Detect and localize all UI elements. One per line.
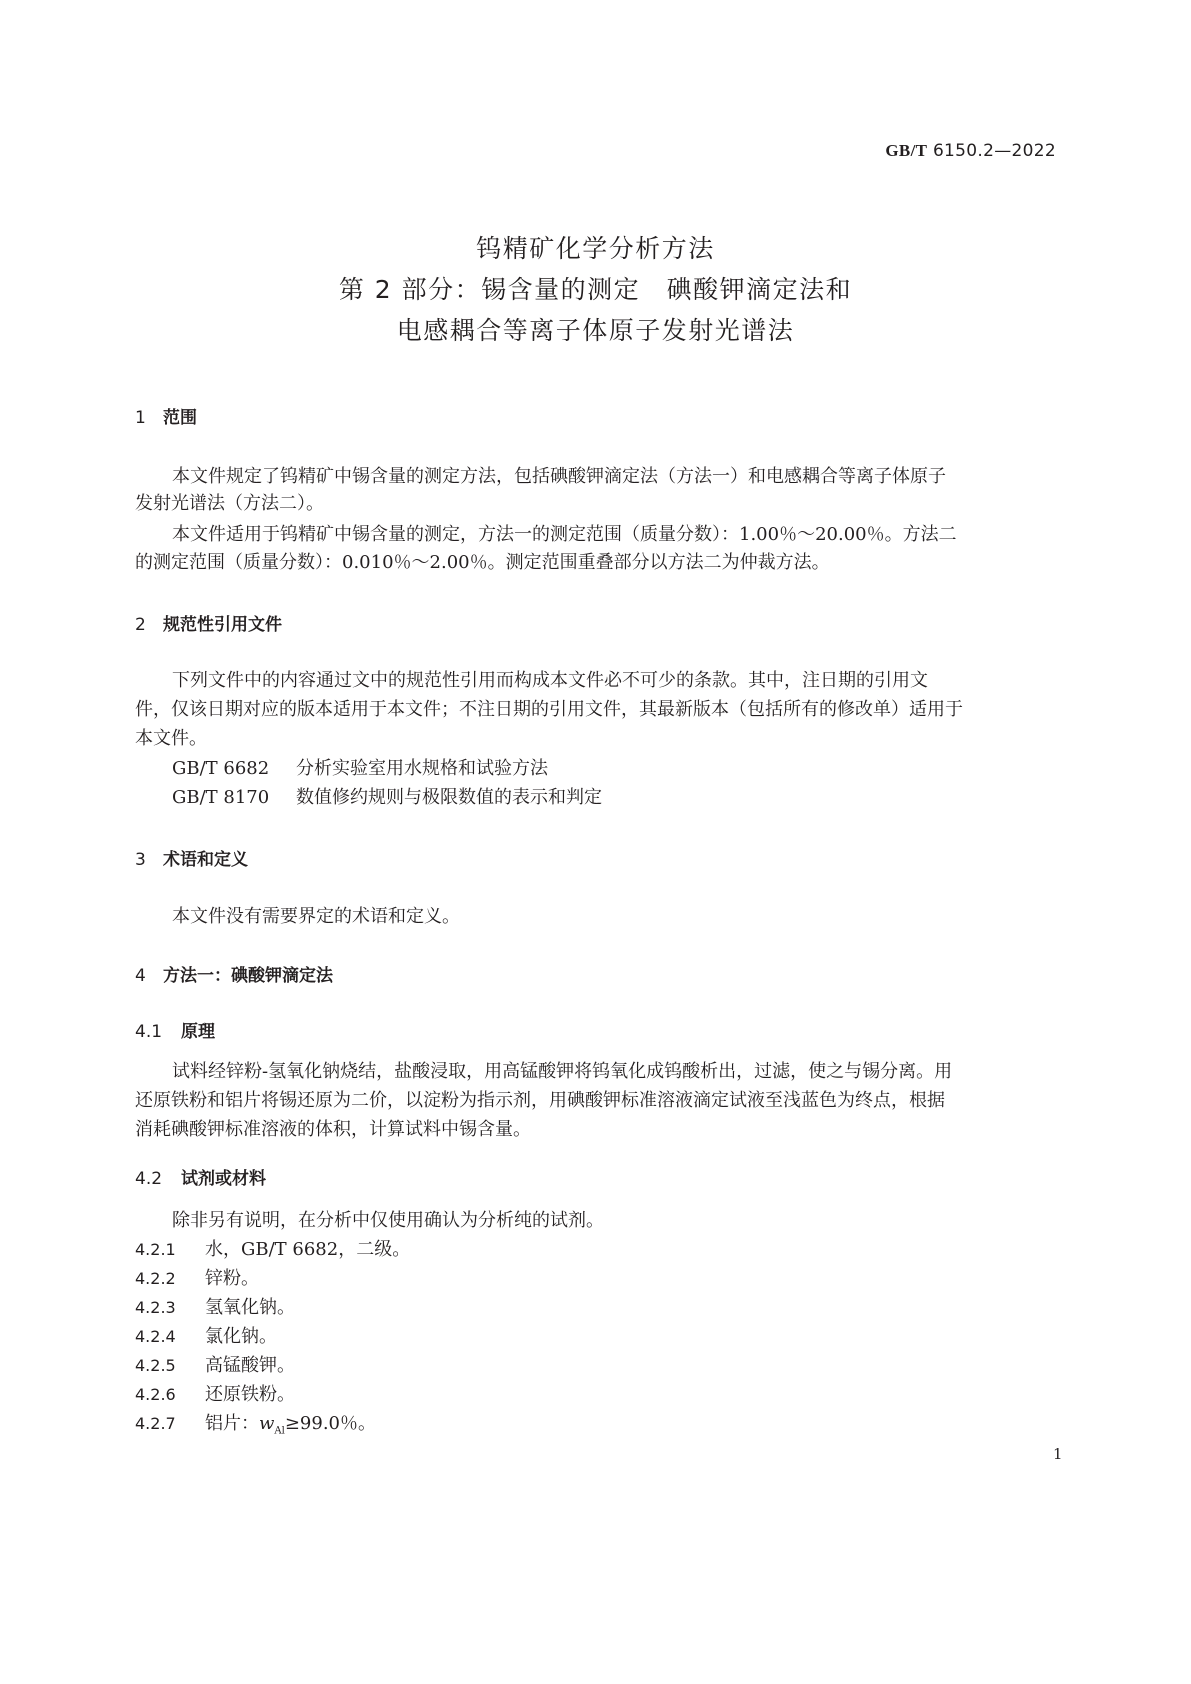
reference-code: GB/T 8170	[172, 787, 270, 808]
reference-title: 数值修约规则与极限数值的表示和判定	[296, 787, 602, 808]
document-code-number: 6150.2—2022	[927, 141, 1056, 161]
subsection-4-1-heading	[135, 1017, 215, 1042]
item-text-prefix: 铝片：	[205, 1413, 259, 1434]
item-number: 4.2.1	[135, 1240, 176, 1259]
item-text: 水，GB/T 6682，二级。	[205, 1239, 411, 1260]
subsection-number: 4.1	[135, 1022, 163, 1042]
paragraph-line: 下列文件中的内容通过文中的规范性引用而构成本文件必不可少的条款。其中，注日期的引用文	[172, 670, 928, 691]
reference-title: 分析实验室用水规格和试验方法	[296, 758, 548, 779]
item-number: 4.2.4	[135, 1327, 176, 1346]
reagent-item	[135, 1351, 295, 1377]
paragraph-line: 除非另有说明，在分析中仅使用确认为分析纯的试剂。	[172, 1210, 604, 1231]
paragraph-line: 试料经锌粉-氢氧化钠烧结，盐酸浸取，用高锰酸钾将钨氧化成钨酸析出，过滤，使之与锡分离。用	[172, 1061, 953, 1082]
item-number: 4.2.7	[135, 1414, 176, 1433]
page-number: 1	[1053, 1445, 1063, 1463]
paragraph-line: 还原铁粉和铝片将锡还原为二价，以淀粉为指示剂，用碘酸钾标准溶液滴定试液至浅蓝色为终点，根据	[135, 1090, 945, 1111]
reagent-item	[135, 1264, 259, 1290]
paragraph-line: 本文件没有需要界定的术语和定义。	[172, 906, 460, 927]
reagent-item	[135, 1235, 410, 1261]
paragraph-line: 本文件适用于钨精矿中锡含量的测定，方法一的测定范围（质量分数）：1.00％～20.00％。方法二	[172, 524, 957, 545]
title-line-2: 第 2 部分：锡含量的测定 碘酸钾滴定法和	[338, 275, 853, 304]
subsection-title: 原理	[181, 1022, 215, 1042]
section-title: 术语和定义	[163, 850, 248, 870]
item-text-suffix: ≥99.0％。	[284, 1413, 377, 1434]
section-number: 2	[135, 615, 146, 635]
paragraph-line: 本文件规定了钨精矿中锡含量的测定方法，包括碘酸钾滴定法（方法一）和电感耦合等离子体原子	[172, 466, 946, 487]
title-line-3: 电感耦合等离子体原子发射光谱法	[396, 316, 795, 345]
paragraph-line: 消耗碘酸钾标准溶液的体积，计算试料中锡含量。	[135, 1119, 531, 1140]
document-code	[885, 141, 1056, 161]
reagent-item	[135, 1322, 277, 1348]
section-title: 规范性引用文件	[163, 615, 282, 635]
item-text: 还原铁粉。	[205, 1384, 295, 1405]
item-number: 4.2.3	[135, 1298, 176, 1317]
section-number: 4	[135, 966, 146, 986]
item-number: 4.2.5	[135, 1356, 176, 1375]
section-title: 方法一：碘酸钾滴定法	[163, 966, 333, 986]
section-number: 1	[135, 408, 146, 428]
section-3-heading	[135, 845, 248, 870]
paragraph-line: 件，仅该日期对应的版本适用于本文件；不注日期的引用文件，其最新版本（包括所有的修改单）适用于	[135, 699, 963, 720]
section-number: 3	[135, 850, 146, 870]
section-title: 范围	[163, 408, 197, 428]
subsection-title: 试剂或材料	[181, 1169, 266, 1189]
subsection-4-2-heading	[135, 1164, 266, 1189]
paragraph-line: 发射光谱法（方法二）。	[135, 493, 324, 514]
reagent-item	[135, 1409, 376, 1437]
subsection-number: 4.2	[135, 1169, 163, 1189]
paragraph-line: 的测定范围（质量分数）：0.010％～2.00％。测定范围重叠部分以方法二为仲裁方法。	[135, 552, 830, 573]
mass-fraction-symbol: w	[259, 1413, 275, 1434]
normative-reference	[172, 783, 602, 809]
document-code-prefix: GB/T	[885, 141, 928, 160]
section-4-heading	[135, 961, 333, 986]
title-line-1: 钨精矿化学分析方法	[476, 234, 715, 263]
section-1-heading	[135, 403, 197, 428]
section-2-heading	[135, 610, 282, 635]
mass-fraction-subscript: Al	[274, 1425, 285, 1437]
paragraph-line: 本文件。	[135, 728, 207, 749]
reagent-item	[135, 1380, 295, 1406]
reagent-item	[135, 1293, 295, 1319]
reference-code: GB/T 6682	[172, 758, 270, 779]
item-text: 锌粉。	[205, 1268, 259, 1289]
item-text: 高锰酸钾。	[205, 1355, 295, 1376]
normative-reference	[172, 754, 548, 780]
item-number: 4.2.6	[135, 1385, 176, 1404]
item-text: 氢氧化钠。	[205, 1297, 295, 1318]
item-text: 氯化钠。	[205, 1326, 277, 1347]
item-number: 4.2.2	[135, 1269, 176, 1288]
